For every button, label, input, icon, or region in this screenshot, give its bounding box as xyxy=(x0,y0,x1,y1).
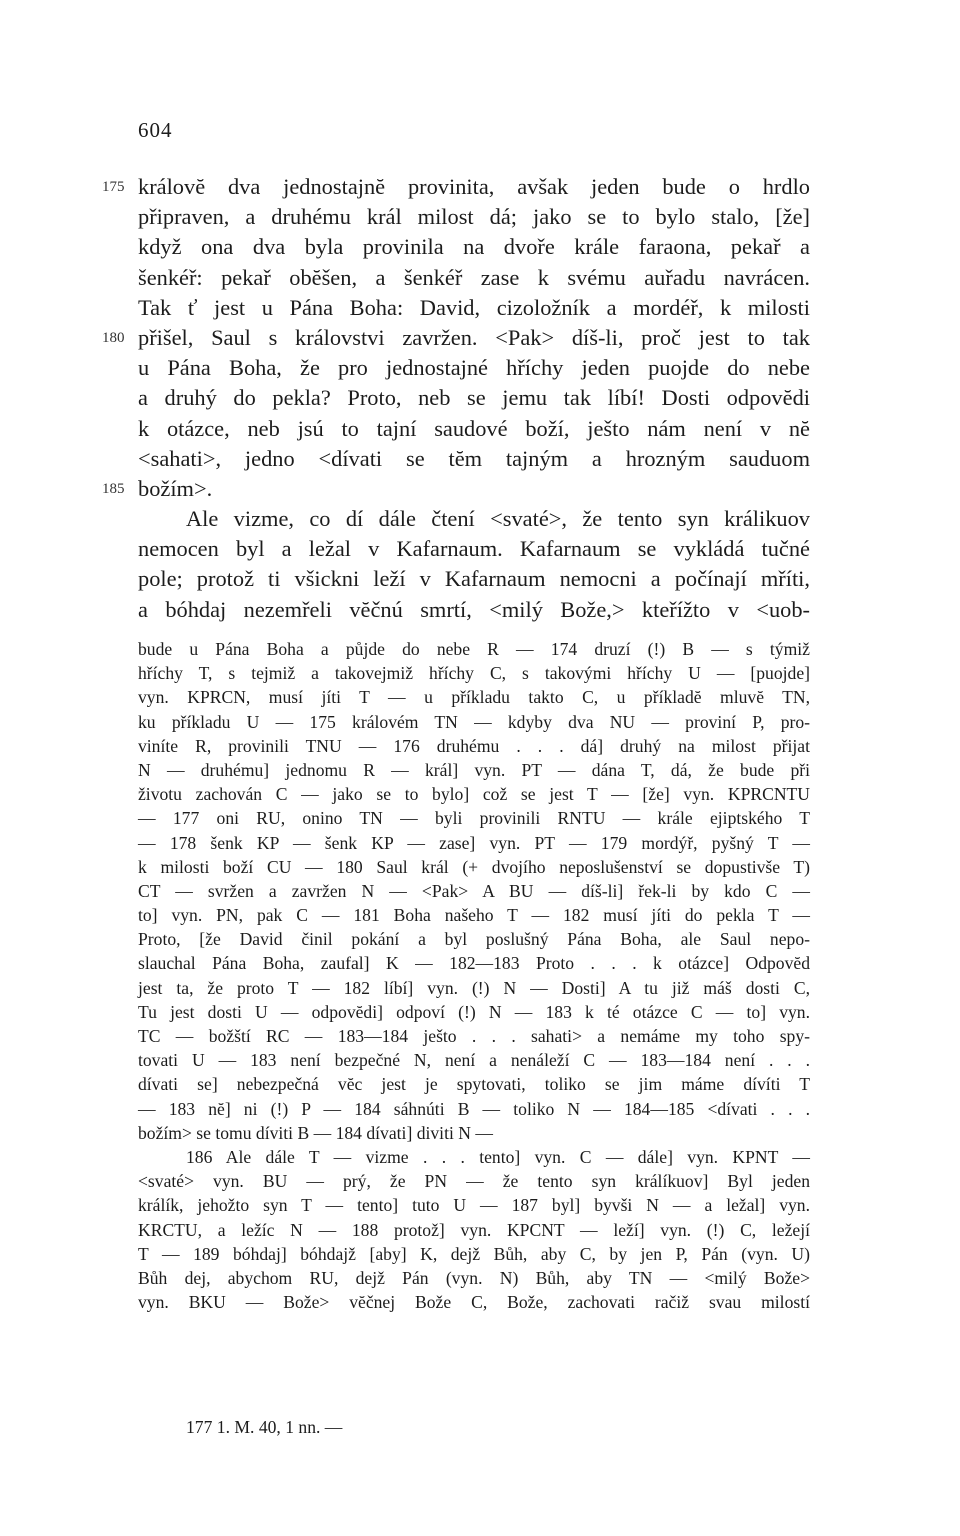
note-line xyxy=(0,661,960,685)
note-line xyxy=(0,1193,960,1217)
line-text: připraven, a druhému král milost dá; jako se to bylo stalo, [že] xyxy=(138,204,810,230)
line-text: božím>. xyxy=(138,475,213,501)
note-line xyxy=(0,927,960,951)
note-text: slauchal Pána Boha, zaufal] K — 182—183 Proto . . . k otázce] Odpovĕd xyxy=(138,953,810,974)
text-line xyxy=(0,293,960,323)
note-text: tovati U — 183 není bezpečné N, není a nenáleží C — 183—184 není . . . xyxy=(138,1050,810,1071)
note-line xyxy=(0,758,960,782)
note-line xyxy=(0,685,960,709)
note-text: — 178 šenk KP — šenk KP — zase] vyn. PT — 179 mordýř, pyšný T — xyxy=(138,832,810,853)
note-line xyxy=(0,710,960,734)
note-text: hříchy T, s tejmiž a takovejmiž hříchy C, s takovými hříchy U — [puojde] xyxy=(138,663,810,684)
note-text: <svaté> vyn. BU — prý, že PN — že tento syn králíkuov] Byl jeden xyxy=(138,1171,810,1192)
note-line xyxy=(0,1024,960,1048)
note-text: Tu jest dosti U — odpovĕdi] odpoví (!) N — 183 k té otázce C — to] vyn. xyxy=(138,1001,810,1022)
note-text: vyn. BKU — Bože> vĕčnej Bože C, Bože, zachovati račiž svau milostí xyxy=(138,1292,810,1313)
note-text: KRCTU, a ležíc N — 188 protož] vyn. KPCNT — leží] vyn. (!) C, ležejí xyxy=(138,1219,810,1240)
text-line xyxy=(0,534,960,564)
line-text: přišel, Saul s královstvi zavržen. <Pak> díš-li, proč jest to tak xyxy=(138,324,810,350)
note-line xyxy=(0,951,960,975)
note-line xyxy=(0,1097,960,1121)
line-text: Ale vizme, co dí dále čtení <svaté>, že tento syn králikuov xyxy=(186,506,810,532)
line-text: nemocen byl a ležal v Kafarnaum. Kafarnaum se vykládá tučné xyxy=(138,536,810,562)
text-line xyxy=(0,172,960,202)
note-line xyxy=(0,1145,960,1169)
note-text: králík, jehožto syn T — tento] tuto U — 187 byl] byvši N — a ležal] vyn. xyxy=(138,1195,810,1216)
line-text: šenkéř: pekař obĕšen, a šenkéř zase k svému auřadu navrácen. xyxy=(138,264,810,290)
text-line xyxy=(0,383,960,413)
note-text: T — 189 bóhdaj] bóhdajž [aby] K, dejž Bůh, aby C, by jen P, Pán (vyn. U) xyxy=(138,1243,810,1264)
note-text: N — druhému] jednomu R — král] vyn. PT — dána T, dá, že bude při xyxy=(138,759,810,780)
note-line xyxy=(0,1169,960,1193)
text-line xyxy=(0,504,960,534)
scripture-reference: 177 1. M. 40, 1 nn. — xyxy=(186,1417,343,1437)
note-line xyxy=(0,1266,960,1290)
line-text: u Pána Boha, že pro jednostajné hříchy jeden puojde do nebe xyxy=(138,355,810,381)
line-number: 180 xyxy=(102,329,125,346)
note-text: životu zachován C — jako se to bylo] což se jest T — [že] vyn. KPRCNTU xyxy=(138,784,810,805)
note-line xyxy=(0,1000,960,1024)
main-text xyxy=(0,172,960,625)
note-text: TC — božští RC — 183—184 ješto . . . sahati> a nemáme my toho spy- xyxy=(138,1026,810,1046)
note-text: ku příkladu U — 175 královém TN — kdyby dva NU — proviní P, pro- xyxy=(138,711,810,732)
note-line xyxy=(0,734,960,758)
note-line xyxy=(0,782,960,806)
note-text: — 177 oni RU, onino TN — byli provinili RNTU — krále ejiptského T xyxy=(138,808,810,829)
note-line xyxy=(0,637,960,661)
text-line xyxy=(0,564,960,594)
note-text: bude u Pána Boha a půjde do nebe R — 174 druzí (!) B — s týmiž xyxy=(138,639,810,659)
note-line xyxy=(0,1072,960,1096)
note-line xyxy=(0,976,960,1000)
note-text: k milosti boží CU — 180 Saul král (+ dvojího neposlušenství se dopustivše T) xyxy=(138,856,810,877)
text-line xyxy=(0,414,960,444)
line-number: 185 xyxy=(102,480,125,497)
text-line xyxy=(0,202,960,232)
note-text: 186 Ale dále T — vizme . . . tento] vyn. C — dále] vyn. KPNT — xyxy=(186,1146,810,1167)
line-text: <sahati>, jedno <dívati se tĕm tajným a hrozným sauduom xyxy=(138,445,810,471)
note-text: — 183 nĕ] ni (!) P — 184 sáhnúti B — toliko N — 184—185 <dívati . . . xyxy=(138,1098,810,1119)
note-line xyxy=(0,1218,960,1242)
line-text: a bóhdaj nezemřeli vĕčnú smrtí, <milý Bože,> kteřížto v <uob- xyxy=(138,596,810,622)
line-text: pole; protož ti všickni leží v Kafarnaum nemocni a počínají mříti, xyxy=(138,566,810,592)
text-line xyxy=(0,323,960,353)
note-text: viníte R, provinili TNU — 176 druhému . . . dá] druhý na milost přijat xyxy=(138,735,810,756)
note-line xyxy=(0,1121,960,1145)
note-line xyxy=(0,1048,960,1072)
note-text: Proto, [že David činil pokání a byl poslušný Pána Boha, ale Saul nepo- xyxy=(138,929,810,950)
line-text: k otázce, neb jsú to tajní saudové boží, ješto nám není v nĕ xyxy=(138,415,810,441)
text-line xyxy=(0,595,960,625)
note-text: božím> se tomu díviti B — 184 dívati] diviti N — xyxy=(138,1122,493,1143)
text-line xyxy=(0,353,960,383)
note-text: vyn. KPRCN, musí jíti T — u příkladu takto C, u příkladĕ mluvĕ TN, xyxy=(138,687,810,708)
note-line xyxy=(0,879,960,903)
text-line xyxy=(0,444,960,474)
note-line xyxy=(0,855,960,879)
text-line xyxy=(0,474,960,504)
note-text: Bůh dej, abychom RU, dejž Pán (vyn. N) Bůh, aby TN — <milý Bože> xyxy=(138,1267,810,1288)
text-line xyxy=(0,263,960,293)
note-line xyxy=(0,903,960,927)
note-line xyxy=(0,831,960,855)
note-text: jest ta, že proto T — 182 líbí] vyn. (!) N — Dosti] A tu již máš dosti C, xyxy=(138,977,810,998)
note-text: dívati se] nebezpečná vĕc jest je spytovati, toliko se jim máme dívíti T xyxy=(138,1074,810,1095)
line-number: 175 xyxy=(102,179,125,195)
line-text: když ona dva byla provinila na dvoře krále faraona, pekař a xyxy=(138,234,810,260)
note-line xyxy=(0,1290,960,1314)
line-text: a druhý do pekla? Proto, neb se jemu tak líbí! Dosti odpovĕdi xyxy=(138,385,810,411)
note-line xyxy=(0,806,960,830)
page-number: 604 xyxy=(138,118,173,142)
line-text: Tak ť jest u Pána Boha: David, cizoložník a mordéř, k milosti xyxy=(138,294,810,320)
note-text: CT — svržen a zavržen N — <Pak> A BU — díš-li] řek-li by kdo C — xyxy=(138,880,810,901)
note-text: to] vyn. PN, pak C — 181 Boha našeho T — 182 musí jíti do pekla T — xyxy=(138,905,810,926)
text-line xyxy=(0,232,960,262)
note-line xyxy=(0,1242,960,1266)
line-text: královĕ dva jednostajnĕ provinita, avšak jeden bude o hrdlo xyxy=(138,174,810,199)
critical-apparatus xyxy=(0,637,960,1314)
